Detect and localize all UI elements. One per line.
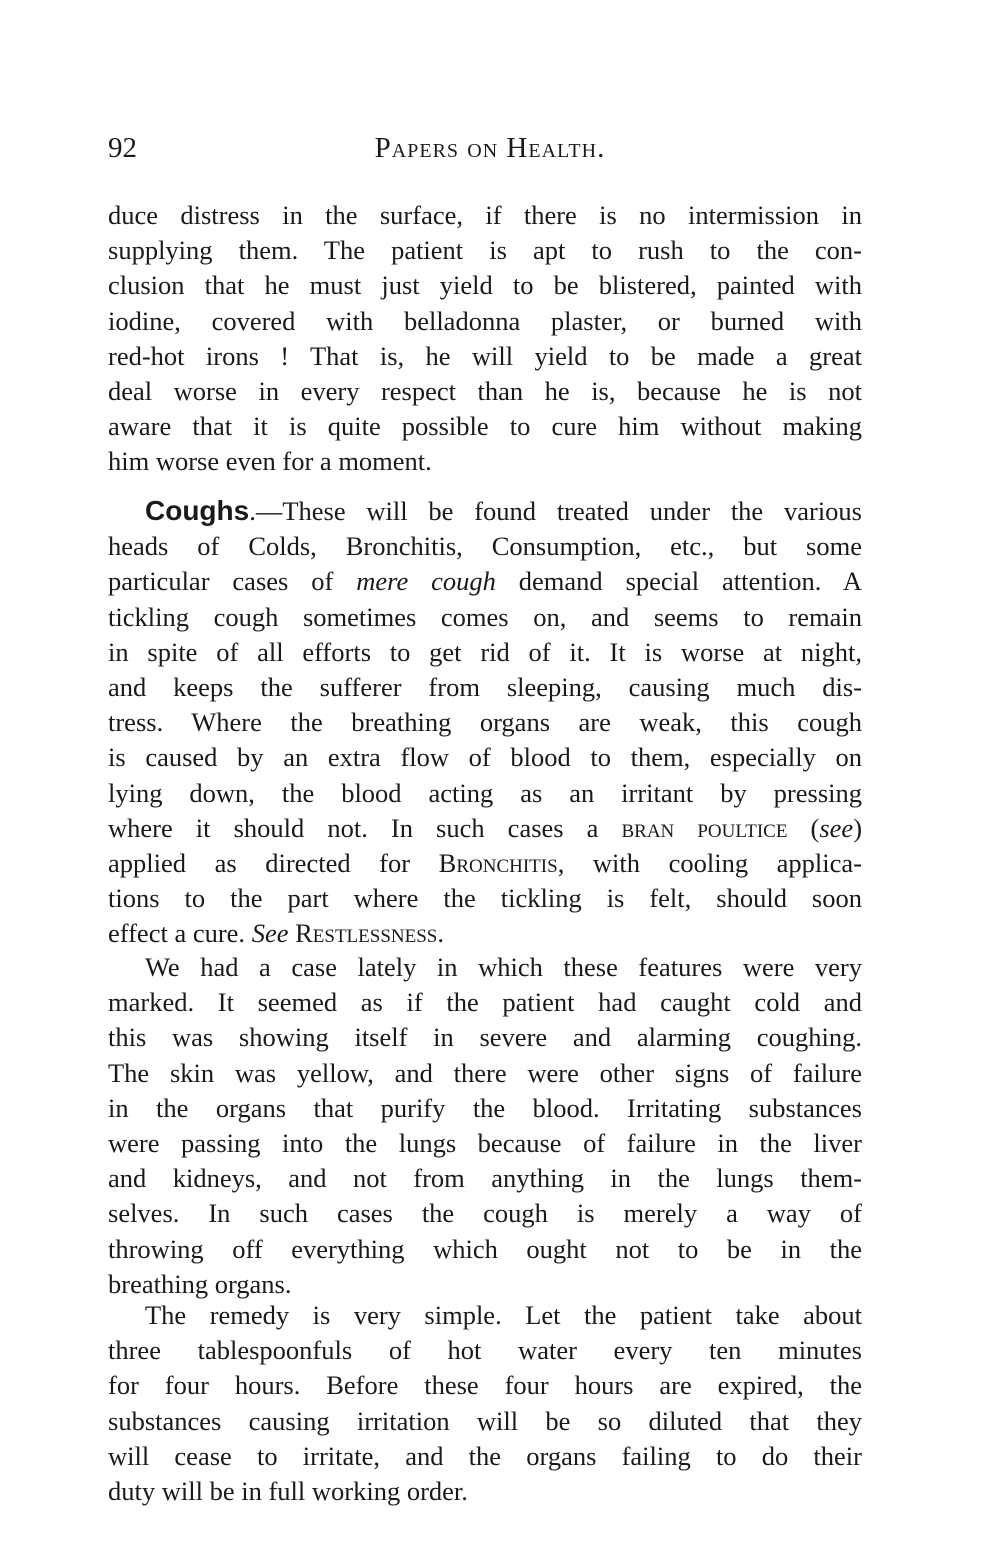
text-segment: three tablespoonfuls of hot water every ten minutes	[108, 1335, 862, 1366]
text-line	[108, 411, 862, 441]
text-segment: throwing off everything which ought not to be in the	[108, 1233, 862, 1264]
text-segment: .	[437, 918, 444, 949]
text-line	[108, 602, 862, 632]
text-segment: We had a case lately in which these features were very	[145, 952, 862, 982]
text-line	[108, 1058, 862, 1088]
text-segment: iodine, covered with belladonna plaster, or burned with	[108, 305, 862, 336]
text-segment: and keeps the sufferer from sleeping, causing much dis-	[108, 672, 862, 702]
text-line	[108, 1269, 862, 1299]
text-segment: and kidneys, and not from anything in the lungs them-	[108, 1163, 862, 1194]
text-segment: The skin was yellow, and there were other signs of failure	[108, 1057, 862, 1088]
text-line	[145, 952, 862, 982]
text-line	[145, 496, 862, 526]
text-segment: tions to the part where the tickling is felt, should soon	[108, 883, 862, 914]
text-line	[108, 376, 862, 406]
text-segment: lying down, the blood acting as an irritant by pressing	[108, 777, 862, 808]
text-line	[108, 306, 862, 336]
text-segment: (	[787, 812, 820, 843]
text-segment: is caused by an extra flow of blood to them, especially on	[108, 742, 862, 773]
text-segment: The remedy is very simple. Let the patient take about	[145, 1300, 862, 1330]
text-line	[108, 637, 862, 667]
text-segment: )	[853, 812, 863, 843]
text-segment: this was showing itself in severe and alarming coughing.	[108, 1022, 862, 1053]
text-segment: red-hot irons ! That is, he will yield to be made a great	[108, 340, 862, 371]
text-segment: tress. Where the breathing organs are weak, this cough	[108, 707, 862, 738]
text-line	[108, 1370, 862, 1400]
text-line	[108, 742, 862, 772]
text-line	[108, 1441, 862, 1471]
text-segment: in the organs that purify the blood. Irritating substances	[108, 1092, 862, 1123]
text-segment: where it should not. In such cases a	[108, 812, 622, 843]
text-segment: supplying them. The patient is apt to rush to the con-	[108, 235, 862, 266]
page-number: 92	[108, 132, 137, 164]
text-line	[108, 883, 862, 913]
text-line	[108, 1335, 862, 1365]
text-segment: see	[819, 812, 854, 843]
text-line	[108, 1022, 862, 1052]
text-segment: duty will be in full working order.	[108, 1476, 468, 1506]
section-heading: Coughs	[145, 495, 250, 526]
text-line	[108, 1476, 862, 1506]
text-segment: aware that it is quite possible to cure him without making	[108, 411, 862, 442]
running-title: Papers on Health.	[374, 132, 606, 164]
text-line	[108, 813, 862, 843]
text-segment: selves. In such cases the cough is merely a way of	[108, 1198, 862, 1229]
text-segment: mere cough	[356, 566, 496, 597]
text-line	[145, 1300, 862, 1330]
text-segment: breathing organs.	[108, 1268, 292, 1299]
text-segment: Bronchitis	[438, 848, 558, 878]
text-segment: tickling cough sometimes comes on, and seems to remain	[108, 601, 862, 632]
text-line	[108, 200, 862, 230]
text-segment: See	[251, 918, 289, 949]
text-segment: will cease to irritate, and the organs failing to do their	[108, 1440, 862, 1471]
text-line	[108, 707, 862, 737]
text-segment: effect a cure.	[108, 918, 252, 949]
text-line	[108, 1406, 862, 1436]
text-line	[108, 270, 862, 300]
text-line	[108, 1163, 862, 1193]
text-segment: clusion that he must just yield to be blistered, painted with	[108, 270, 862, 301]
text-line	[108, 341, 862, 371]
text-segment: duce distress in the surface, if there is no intermission in	[108, 200, 862, 230]
text-segment: bran poultice	[621, 812, 788, 843]
text-line	[108, 235, 862, 265]
text-line	[108, 1093, 862, 1123]
text-segment: demand special attention. A	[495, 566, 862, 597]
text-line	[108, 918, 862, 948]
text-segment: for four hours. Before these four hours are expired, the	[108, 1370, 862, 1401]
text-line	[108, 672, 862, 702]
text-segment: deal worse in every respect than he is, because he is not	[108, 376, 862, 406]
text-line	[108, 531, 862, 561]
text-line	[108, 566, 862, 596]
text-segment: heads of Colds, Bronchitis, Consumption, etc., but some	[108, 531, 862, 562]
text-segment: him worse even for a moment.	[108, 446, 432, 477]
text-line	[108, 1128, 862, 1158]
text-line	[108, 987, 862, 1017]
text-segment: particular cases of	[108, 566, 357, 597]
text-segment: in spite of all efforts to get rid of it. It is worse at night,	[108, 636, 862, 667]
text-segment: , with cooling applica-	[557, 848, 863, 878]
text-line	[108, 778, 862, 808]
text-line	[108, 848, 862, 878]
text-segment: .—These will be found treated under the various	[249, 496, 862, 526]
text-line	[108, 1234, 862, 1264]
text-segment: Restlessness	[295, 918, 438, 949]
text-segment: substances causing irritation will be so diluted that they	[108, 1405, 862, 1436]
text-line	[108, 1198, 862, 1228]
text-segment: were passing into the lungs because of failure in the liver	[108, 1128, 862, 1158]
text-segment: applied as directed for	[108, 848, 439, 878]
text-segment: marked. It seemed as if the patient had caught cold and	[108, 987, 862, 1018]
text-line	[108, 446, 862, 476]
